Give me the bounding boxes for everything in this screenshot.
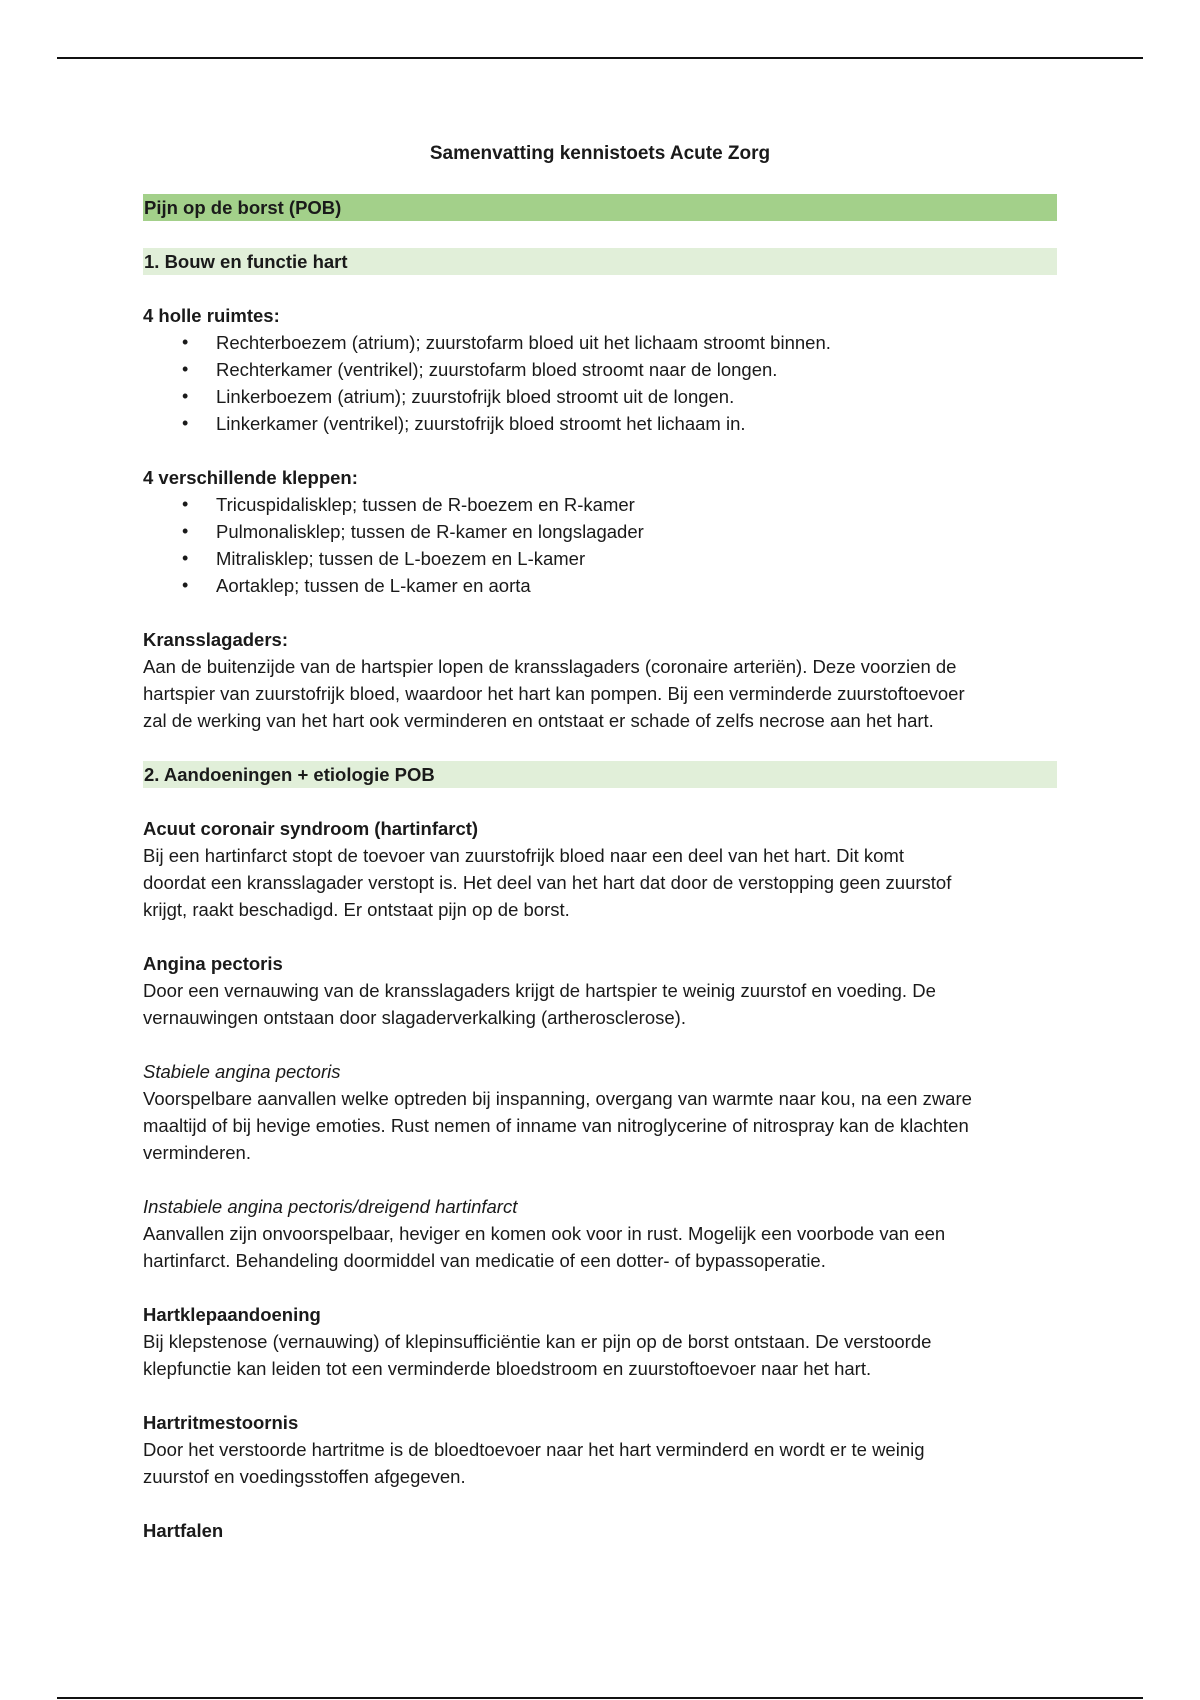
list-item: • Mitralisklep; tussen de L-boezem en L-kamer	[143, 545, 1057, 572]
list-item: • Linkerkamer (ventrikel); zuurstofrijk bloed stroomt het lichaam in.	[143, 410, 1057, 437]
acs-block	[143, 815, 1057, 923]
list-item: • Tricuspidalisklep; tussen de R-boezem en R-kamer	[143, 491, 1057, 518]
hartfalen-label: Hartfalen	[143, 1520, 224, 1541]
kransslagaders-label: Kransslagaders:	[143, 629, 288, 650]
hartklep-label: Hartklepaandoening	[143, 1304, 321, 1325]
header-rule	[57, 57, 1143, 59]
list-item: • Rechterkamer (ventrikel); zuurstofarm bloed stroomt naar de longen.	[143, 356, 1057, 383]
paragraph-line: Door het verstoorde hartritme is de bloedtoevoer naar het hart verminderd en wordt er te weinig	[143, 1439, 925, 1460]
paragraph-line: Door een vernauwing van de kransslagaders krijgt de hartspier te weinig zuurstof en voeding. De	[143, 980, 936, 1001]
kransslagaders-block	[143, 626, 1057, 734]
hartritme-label: Hartritmestoornis	[143, 1412, 299, 1433]
paragraph-line: Voorspelbare aanvallen welke optreden bij inspanning, overgang van warmte naar kou, na een zware	[143, 1088, 972, 1109]
document-body	[143, 140, 1057, 1544]
list-item: • Linkerboezem (atrium); zuurstofrijk bloed stroomt uit de longen.	[143, 383, 1057, 410]
paragraph-line: maaltijd of bij hevige emoties. Rust nemen of inname van nitroglycerine of nitrospray kan de klachten	[143, 1115, 969, 1136]
stabiel-label: Stabiele angina pectoris	[143, 1061, 341, 1082]
ruimtes-block	[143, 302, 1057, 437]
paragraph-line: hartinfarct. Behandeling doormiddel van medicatie of een dotter- of bypassoperatie.	[143, 1250, 826, 1271]
section-main-heading: Pijn op de borst (POB)	[143, 194, 1057, 221]
kleppen-label: 4 verschillende kleppen:	[143, 467, 358, 488]
paragraph-line: Bij klepstenose (vernauwing) of klepinsufficiëntie kan er pijn op de borst ontstaan. De verstoorde	[143, 1331, 932, 1352]
list-item: • Pulmonalisklep; tussen de R-kamer en longslagader	[143, 518, 1057, 545]
paragraph-line: hartspier van zuurstofrijk bloed, waardoor het hart kan pompen. Bij een verminderde zuurstoftoevoer	[143, 683, 965, 704]
paragraph-line: vernauwingen ontstaan door slagaderverkalking (artherosclerose).	[143, 1007, 686, 1028]
list-item: • Aortaklep; tussen de L-kamer en aorta	[143, 572, 1057, 599]
angina-block	[143, 950, 1057, 1031]
ruimtes-label: 4 holle ruimtes:	[143, 305, 280, 326]
document-title: Samenvatting kennistoets Acute Zorg	[429, 143, 771, 164]
instabiel-block	[143, 1193, 1057, 1274]
paragraph-line: verminderen.	[143, 1142, 251, 1163]
paragraph-line: Aan de buitenzijde van de hartspier lopen de kransslagaders (coronaire arteriën). Deze voorzien de	[143, 656, 957, 677]
paragraph-line: zuurstof en voedingsstoffen afgegeven.	[143, 1466, 466, 1487]
hartklep-block	[143, 1301, 1057, 1382]
paragraph-line: klepfunctie kan leiden tot een verminderde bloedstroom en zuurstoftoevoer naar het hart.	[143, 1358, 872, 1379]
footer-rule	[57, 1697, 1143, 1699]
kleppen-list	[143, 491, 1057, 599]
stabiel-block	[143, 1058, 1057, 1166]
paragraph-line: Bij een hartinfarct stopt de toevoer van zuurstofrijk bloed naar een deel van het hart. Dit komt	[143, 845, 904, 866]
ruimtes-list	[143, 329, 1057, 437]
paragraph-line: Aanvallen zijn onvoorspelbaar, heviger en komen ook voor in rust. Mogelijk een voorbode van een	[143, 1223, 946, 1244]
acs-label: Acuut coronair syndroom (hartinfarct)	[143, 818, 479, 839]
paragraph-line: doordat een kransslagader verstopt is. Het deel van het hart dat door de verstopping geen zuurstof	[143, 872, 952, 893]
hartritme-block	[143, 1409, 1057, 1490]
paragraph-line: zal de werking van het hart ook verminderen en ontstaat er schade of zelfs necrose aan het hart.	[143, 710, 934, 731]
list-item: • Rechterboezem (atrium); zuurstofarm bloed uit het lichaam stroomt binnen.	[143, 329, 1057, 356]
instabiel-label: Instabiele angina pectoris/dreigend hartinfarct	[143, 1196, 518, 1217]
paragraph-line: krijgt, raakt beschadigd. Er ontstaat pijn op de borst.	[143, 899, 570, 920]
section2-heading: 2. Aandoeningen + etiologie POB	[143, 761, 1057, 788]
angina-label: Angina pectoris	[143, 953, 283, 974]
section1-heading: 1. Bouw en functie hart	[143, 248, 1057, 275]
kleppen-block	[143, 464, 1057, 599]
